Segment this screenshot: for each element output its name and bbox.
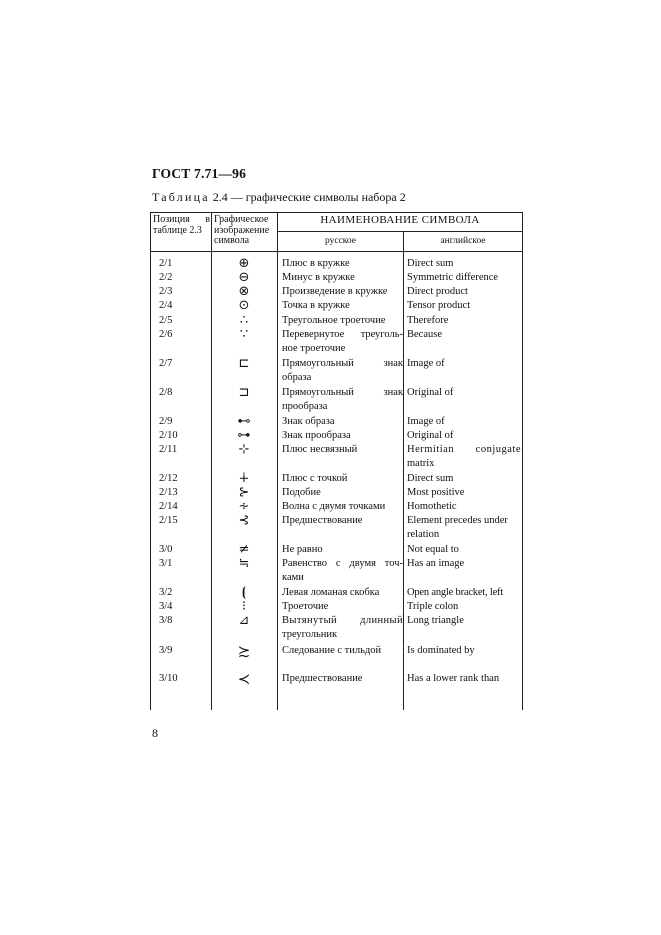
name-subheader-divider bbox=[277, 231, 523, 232]
position-cell: 3/0 bbox=[159, 544, 173, 555]
russian-name-cell bbox=[282, 386, 403, 414]
english-name-cell: Triple colon bbox=[407, 601, 459, 612]
russian-name-line: Прямоугольный знак bbox=[282, 387, 403, 398]
succeeds-tilde-icon: ≿ bbox=[237, 642, 251, 660]
english-name-cell: Has a lower rank than bbox=[407, 673, 500, 684]
russian-name-line: Равенство с двумя точ- bbox=[282, 558, 403, 569]
english-name-cell: Direct sum bbox=[407, 258, 454, 269]
russian-name-line: Вытянутый длинный bbox=[282, 615, 403, 626]
position-cell: 2/13 bbox=[159, 487, 178, 498]
position-cell: 3/10 bbox=[159, 673, 178, 684]
position-cell: 2/2 bbox=[159, 272, 173, 283]
english-name-cell: Direct product bbox=[407, 286, 468, 297]
russian-name-cell: Плюс несвязный bbox=[282, 444, 358, 455]
russian-name-cell: Троеточие bbox=[282, 601, 329, 612]
similar-icon: ⊱ bbox=[238, 485, 250, 500]
russian-name-cell: Предшествование bbox=[282, 673, 363, 684]
russian-name-cell: Не равно bbox=[282, 544, 323, 555]
not-equal-icon: ≠ bbox=[238, 542, 250, 557]
english-name-cell: Not equal to bbox=[407, 544, 459, 555]
english-name-cell: Homothetic bbox=[407, 501, 457, 512]
dot-plus-icon: ∔ bbox=[238, 471, 250, 486]
page-number: 8 bbox=[152, 726, 158, 740]
position-cell: 3/4 bbox=[159, 601, 173, 612]
position-cell: 2/9 bbox=[159, 416, 173, 427]
position-cell: 3/8 bbox=[159, 615, 173, 626]
circled-minus-icon: ⊖ bbox=[238, 270, 250, 285]
circled-dot-icon: ⊙ bbox=[238, 298, 250, 313]
english-name-cell: Original of bbox=[407, 387, 454, 398]
english-name-line: matrix bbox=[407, 458, 435, 470]
position-cell: 2/12 bbox=[159, 473, 178, 484]
table-border-right bbox=[522, 212, 523, 710]
header-graphic-line: Графическое bbox=[214, 214, 269, 225]
circled-plus-icon: ⊕ bbox=[238, 256, 250, 271]
russian-name-cell: Произведение в кружке bbox=[282, 286, 388, 297]
header-graphic bbox=[214, 215, 276, 247]
circled-times-icon: ⊗ bbox=[238, 284, 250, 299]
russian-name-cell: Волна с двумя точками bbox=[282, 501, 386, 512]
english-name-cell: Original of bbox=[407, 430, 454, 441]
table-border-top bbox=[150, 212, 523, 213]
english-name-cell: Has an image bbox=[407, 558, 465, 569]
has-image-icon: ≒ bbox=[238, 556, 250, 571]
russian-name-line: ками bbox=[282, 572, 304, 584]
russian-name-line: ное троеточие bbox=[282, 343, 346, 355]
header-graphic-line: изображение bbox=[214, 224, 270, 236]
russian-name-cell: Левая ломаная скобка bbox=[282, 587, 380, 598]
russian-name-cell: Знак прообраза bbox=[282, 430, 351, 441]
russian-name-cell: Знак образа bbox=[282, 416, 335, 427]
russian-name-cell bbox=[282, 557, 403, 585]
position-cell: 2/1 bbox=[159, 258, 173, 269]
square-image-of-icon: ⊏ bbox=[238, 356, 250, 371]
russian-name-cell bbox=[282, 357, 403, 385]
homothetic-icon: ∻ bbox=[238, 499, 250, 514]
table-caption-prefix: Таблица bbox=[152, 190, 210, 204]
header-russian: русское bbox=[324, 236, 357, 246]
position-cell: 3/9 bbox=[159, 645, 173, 656]
position-cell: 3/2 bbox=[159, 587, 173, 598]
english-name-line: Element precedes under bbox=[407, 515, 508, 526]
russian-name-cell: Точка в кружке bbox=[282, 300, 350, 311]
document-code: ГОСТ 7.71—96 bbox=[152, 166, 247, 181]
russian-name-cell: Следование с тильдой bbox=[282, 645, 382, 656]
column-divider-3 bbox=[403, 231, 404, 710]
position-cell: 2/10 bbox=[159, 430, 178, 441]
hermitian-conjugate-icon: ⊹ bbox=[238, 442, 250, 457]
header-position-line: Позиция в bbox=[153, 214, 210, 225]
english-name-cell: Tensor product bbox=[407, 300, 471, 311]
position-cell: 2/8 bbox=[159, 387, 173, 398]
english-name-line: Hermitian conjugate bbox=[407, 444, 521, 455]
table-border-left bbox=[150, 212, 151, 710]
english-name-cell: Direct sum bbox=[407, 473, 454, 484]
position-cell: 2/3 bbox=[159, 286, 173, 297]
open-angle-bracket-icon: ⦗ bbox=[241, 585, 247, 600]
header-symbol-name: НАИМЕНОВАНИЕ СИМВОЛА bbox=[320, 214, 480, 226]
english-name-cell: Therefore bbox=[407, 315, 449, 326]
triple-colon-icon: ⁝ bbox=[241, 599, 247, 614]
russian-name-cell: Плюс с точкой bbox=[282, 473, 348, 484]
english-name-cell: Symmetric difference bbox=[407, 272, 499, 283]
header-english: английское bbox=[440, 236, 486, 246]
table-caption bbox=[152, 190, 406, 205]
position-cell: 2/11 bbox=[159, 444, 178, 455]
russian-name-cell: Подобие bbox=[282, 487, 321, 498]
square-original-of-icon: ⊐ bbox=[238, 385, 250, 400]
column-divider-2 bbox=[277, 212, 278, 710]
english-name-cell: Long triangle bbox=[407, 615, 464, 626]
russian-name-cell: Треугольное троеточие bbox=[282, 315, 386, 326]
position-cell: 2/6 bbox=[159, 329, 173, 340]
english-name-line: relation bbox=[407, 529, 440, 541]
english-name-cell: Image of bbox=[407, 416, 445, 427]
russian-name-cell: Предшествование bbox=[282, 515, 363, 526]
position-cell: 2/14 bbox=[159, 501, 178, 512]
long-triangle-icon: ⊿ bbox=[238, 613, 250, 628]
russian-name-cell: Плюс в кружке bbox=[282, 258, 350, 269]
english-name-cell bbox=[407, 514, 521, 542]
english-name-cell bbox=[407, 443, 521, 471]
image-of-icon: ⊷ bbox=[237, 414, 251, 429]
header-position-line: таблице 2.3 bbox=[153, 224, 202, 236]
russian-name-line: Прямоугольный знак bbox=[282, 358, 403, 369]
position-cell: 2/4 bbox=[159, 300, 173, 311]
position-cell: 3/1 bbox=[159, 558, 173, 569]
header-position bbox=[153, 215, 210, 236]
table-caption-text: 2.4 — графические символы набора 2 bbox=[209, 190, 406, 204]
russian-name-cell bbox=[282, 328, 403, 356]
english-name-cell: Most positive bbox=[407, 487, 465, 498]
english-name-cell: Open angle bracket, left bbox=[407, 587, 504, 598]
header-graphic-line: символа bbox=[214, 235, 250, 246]
therefore-icon: ∴ bbox=[239, 313, 249, 328]
english-name-cell: Image of bbox=[407, 358, 445, 369]
russian-name-line: треугольник bbox=[282, 629, 338, 641]
position-cell: 2/5 bbox=[159, 315, 173, 326]
symbols-table bbox=[150, 212, 523, 710]
russian-name-cell: Минус в кружке bbox=[282, 272, 355, 283]
original-of-icon: ⊶ bbox=[237, 428, 251, 443]
position-cell: 2/7 bbox=[159, 358, 173, 369]
precedes-icon: ≺ bbox=[237, 670, 251, 688]
position-cell: 2/15 bbox=[159, 515, 178, 526]
russian-name-line: Перевернутое треуголь- bbox=[282, 329, 403, 340]
english-name-cell: Is dominated by bbox=[407, 645, 475, 656]
russian-name-line: прообраза bbox=[282, 401, 328, 413]
russian-name-line: образа bbox=[282, 372, 312, 384]
russian-name-cell bbox=[282, 614, 403, 642]
english-name-cell: Because bbox=[407, 329, 442, 340]
header-bottom-divider bbox=[150, 251, 523, 252]
precedes-under-relation-icon: ⊰ bbox=[238, 513, 250, 528]
because-icon: ∵ bbox=[239, 327, 249, 342]
